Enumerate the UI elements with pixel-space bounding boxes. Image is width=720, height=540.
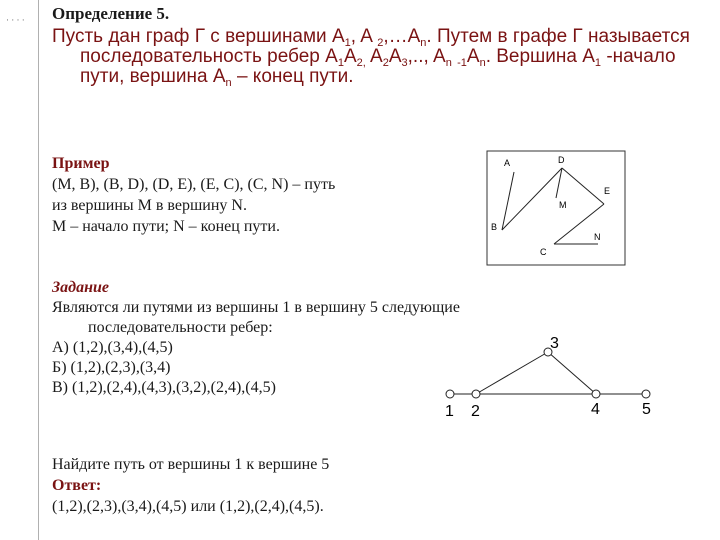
vertex-4-label: 4 — [591, 401, 600, 418]
label-b: B — [491, 222, 498, 232]
task-question-2: последовательности ребер: — [88, 319, 273, 336]
label-e: E — [604, 186, 611, 196]
label-c: C — [540, 247, 547, 257]
answer-text: (1,2),(2,3),(3,4),(4,5) или (1,2),(2,4),(4,5). — [52, 498, 324, 515]
edge-a-b — [502, 172, 514, 230]
example-graph-frame — [487, 151, 625, 265]
example-block — [52, 153, 335, 237]
label-a: A — [504, 158, 511, 168]
answer-label: Ответ: — [52, 477, 102, 494]
task-option-b: Б) (1,2),(2,3),(3,4) — [52, 359, 171, 376]
vertex-5 — [642, 390, 650, 398]
example-graph-diagram — [486, 150, 626, 266]
vertex-1-label: 1 — [445, 403, 454, 420]
label-m: M — [559, 200, 567, 210]
edge-b-d — [502, 168, 562, 230]
example-line-3: M – начало пути; N – конец пути. — [52, 218, 280, 235]
definition-text: Пусть дан граф Г с вершинами $A_1$, A $_2,\dots A_n$. Путем в графе Г называется последовательность ребер $A_1A_{2,}$ $A_2A_3$,.., $A_n$ $_{-1}A_n$. Вершина $A_1$ -начало пути, вершина $A_n$ – конец пути. — [52, 26, 690, 89]
vertex-4 — [592, 390, 600, 398]
vertex-2 — [472, 390, 480, 398]
task-option-a: А) (1,2),(3,4),(4,5) — [52, 339, 173, 356]
vertex-1 — [446, 390, 454, 398]
bullet-marks: · · · · — [6, 15, 25, 25]
vertex-5-label: 5 — [642, 401, 651, 418]
task-option-c: В) (1,2),(2,4),(4,3),(3,2),(2,4),(4,5) — [52, 379, 276, 396]
example-line-1: (M, B), (B, D), (D, E), (E, C), (C, N) – путь — [52, 176, 336, 193]
edge-d-e — [562, 168, 604, 204]
task-label: Задание — [52, 279, 109, 296]
vertex-3-label: 3 — [550, 335, 559, 352]
slide-heading: Определение 5. — [52, 4, 170, 23]
vertex-2-label: 2 — [471, 403, 480, 420]
example-line-2: из вершины M в вершину N. — [52, 197, 247, 214]
label-d: D — [558, 155, 565, 165]
task-question-1: Являются ли путями из вершины 1 в вершину 5 следующие — [52, 299, 460, 316]
find-question: Найдите путь от вершины 1 к вершине 5 — [52, 456, 330, 473]
find-block — [52, 454, 329, 517]
label-n: N — [594, 232, 601, 242]
task-graph-diagram — [432, 330, 672, 426]
edge-d-m — [556, 168, 562, 198]
example-label: Пример — [52, 155, 110, 172]
